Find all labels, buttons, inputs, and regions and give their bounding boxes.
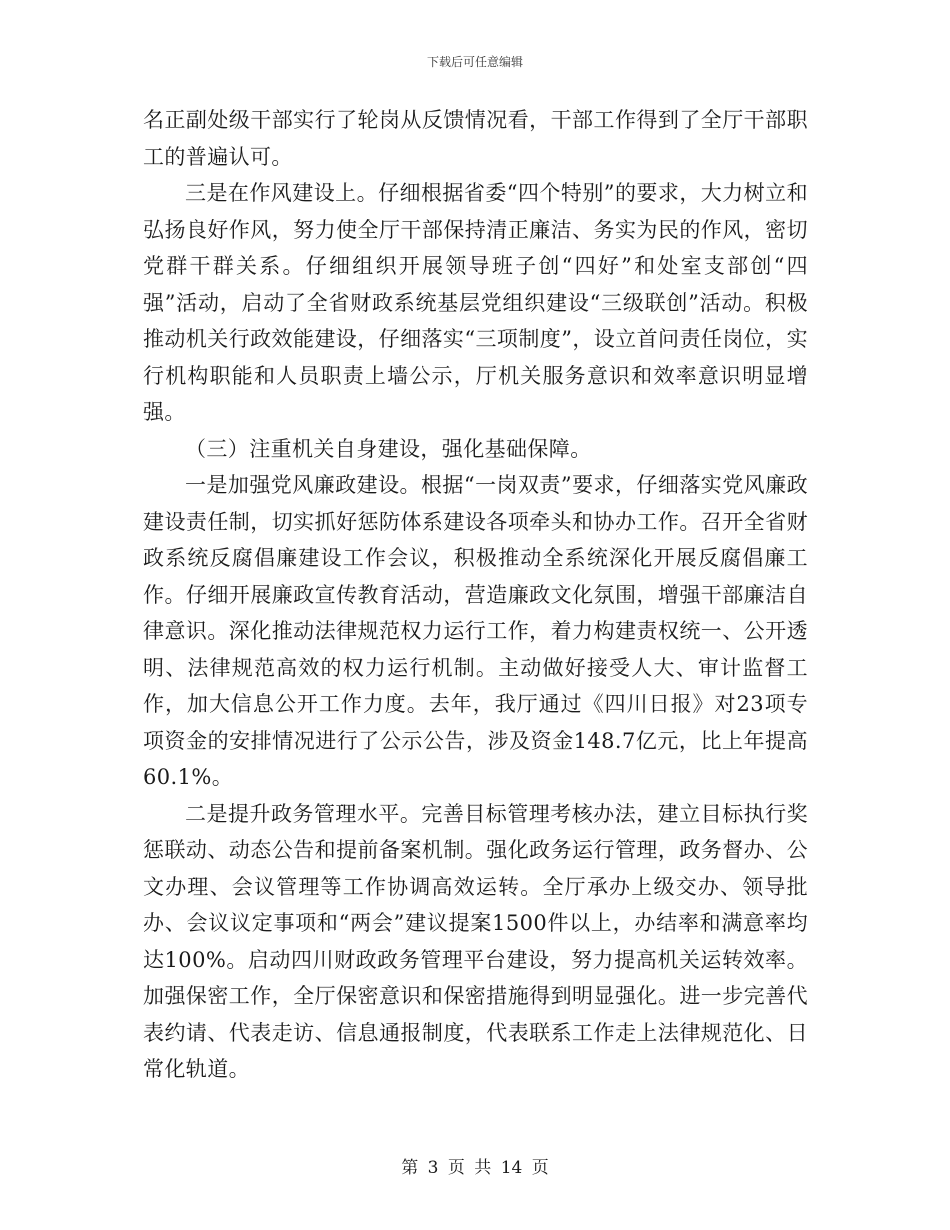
- paragraph-1: 名正副处级干部实行了轮岗从反馈情况看，干部工作得到了全厅干部职工的普遍认可。: [143, 108, 808, 169]
- page-header-note: 下载后可任意编辑: [426, 55, 523, 69]
- paragraph-4: 二是提升政务管理水平。完善目标管理考核办法，建立目标执行奖惩联动、动态公告和提前备案机制。强化政务运行管理，政务督办、公文办理、会议管理等工作协调高效运转。全厅承办上级交办、领导批办、会议议定事项和“两会”建议提案1500件以上，办结率和满意率均达100%。启动四川财政政务管理平台建设，努力提高机关运转效率。加强保密工作，全厅保密意识和保密措施得到明显强化。进一步完善代表约请、代表走访、信息通报制度，代表联系工作走上法律规范化、日常化轨道。: [143, 801, 808, 1081]
- section-heading: （三）注重机关自身建设，强化基础保障。: [185, 436, 592, 461]
- paragraph-3: 一是加强党风廉政建设。根据“一岗双责”要求，仔细落实党风廉政建设责任制，切实抓好惩防体系建设各项牵头和协办工作。召开全省财政系统反腐倡廉建设工作会议，积极推动全系统深化开展反腐倡廉工作。仔细开展廉政宣传教育活动，营造廉政文化氛围，增强干部廉洁自律意识。深化推动法律规范权力运行工作，着力构建责权统一、公开透明、法律规范高效的权力运行机制。主动做好接受人大、审计监督工作，加大信息公开工作力度。去年，我厅通过《四川日报》对23项专项资金的安排情况进行了公示公告，涉及资金148.7亿元，比上年提高60.1%。: [143, 473, 808, 789]
- page-number: 第 3 页 共 14 页: [401, 1158, 549, 1178]
- paragraph-2: 三是在作风建设上。仔细根据省委“四个特别”的要求，大力树立和弘扬良好作风，努力使全厅干部保持清正廉洁、务实为民的作风，密切党群干群关系。仔细组织开展领导班子创“四好”和处室支部创“四强”活动，启动了全省财政系统基层党组织建设“三级联创”活动。积极推动机关行政效能建设，仔细落实“三项制度”，设立首问责任岗位，实行机构职能和人员职责上墙公示，厅机关服务意识和效率意识明显增强。: [143, 181, 808, 424]
- document-body: [143, 102, 808, 1088]
